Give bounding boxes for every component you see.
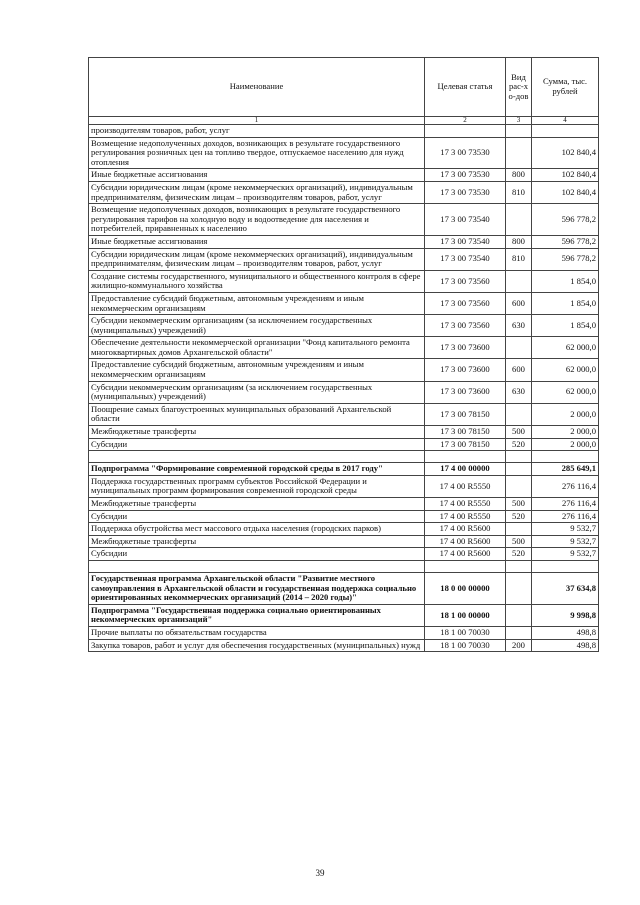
cell-name: Прочие выплаты по обязательствам государства [89, 626, 425, 639]
cell-sum: 1 854,0 [532, 292, 599, 314]
cell-name: Иные бюджетные ассигнования [89, 235, 425, 248]
cell-sum: 62 000,0 [532, 381, 599, 403]
cell-vid [506, 125, 532, 138]
table-row [89, 426, 599, 439]
cell-code: 17 4 00 R5600 [425, 548, 506, 561]
cell-code: 18 1 00 00000 [425, 604, 506, 626]
cell-vid: 500 [506, 498, 532, 511]
cell-name: Государственная программа Архангельской области "Развитие местного самоуправления в Архангельской области и государственная поддержка социально ориентированных некоммерческих организаций (2014 – 2020 годы)" [89, 572, 425, 604]
cell-code: 17 4 00 R5550 [425, 498, 506, 511]
cell-code: 17 4 00 R5600 [425, 535, 506, 548]
table-header-row [89, 58, 599, 117]
cell-code: 17 3 00 73600 [425, 337, 506, 359]
cell-vid: 630 [506, 381, 532, 403]
table-row [89, 498, 599, 511]
cell-code: 17 3 00 73560 [425, 315, 506, 337]
table-row [89, 359, 599, 381]
cell-sum: 102 840,4 [532, 169, 599, 182]
cell-vid: 500 [506, 426, 532, 439]
cell-code: 17 3 00 73530 [425, 181, 506, 203]
header-code: Целевая статья [425, 58, 506, 117]
table-row [89, 292, 599, 314]
table-row [89, 438, 599, 451]
cell-name: Межбюджетные трансферты [89, 498, 425, 511]
table-row [89, 639, 599, 652]
cell-sum: 498,8 [532, 626, 599, 639]
table-row [89, 169, 599, 182]
table-row [89, 560, 599, 572]
cell-code: 17 4 00 R5550 [425, 510, 506, 523]
cell-sum: 37 634,8 [532, 572, 599, 604]
cell-vid [506, 475, 532, 497]
cell-name: Субсидии [89, 548, 425, 561]
cell-sum [532, 125, 599, 138]
table-row [89, 381, 599, 403]
cell-vid [506, 451, 532, 463]
cell-sum: 9 998,8 [532, 604, 599, 626]
table-row [89, 248, 599, 270]
cell-code: 17 3 00 78150 [425, 426, 506, 439]
cell-sum: 2 000,0 [532, 438, 599, 451]
cell-vid [506, 572, 532, 604]
table-row [89, 510, 599, 523]
budget-table [88, 57, 599, 652]
table-body [89, 125, 599, 652]
cell-sum: 62 000,0 [532, 359, 599, 381]
cell-code: 18 1 00 70030 [425, 626, 506, 639]
cell-code: 18 0 00 00000 [425, 572, 506, 604]
cell-name: Субсидии юридическим лицам (кроме некоммерческих организаций), индивидуальным предпринимателям, физическим лицам – производителям товаров, работ, услуг [89, 248, 425, 270]
table-row [89, 235, 599, 248]
column-number: 4 [532, 117, 599, 125]
cell-code: 17 4 00 00000 [425, 463, 506, 476]
cell-vid [506, 523, 532, 536]
cell-sum [532, 451, 599, 463]
cell-sum: 596 778,2 [532, 235, 599, 248]
cell-name: Подпрограмма "Формирование современной городской среды в 2017 году" [89, 463, 425, 476]
cell-name: производителям товаров, работ, услуг [89, 125, 425, 138]
cell-name: Обеспечение деятельности некоммерческой организации "Фонд капитального ремонта многоквартирных домов Архангельской области" [89, 337, 425, 359]
table-row [89, 337, 599, 359]
column-number: 2 [425, 117, 506, 125]
cell-vid: 520 [506, 548, 532, 561]
cell-vid: 600 [506, 292, 532, 314]
cell-code [425, 451, 506, 463]
column-number-row [89, 117, 599, 125]
cell-sum: 9 532,7 [532, 523, 599, 536]
cell-name: Предоставление субсидий бюджетным, автономным учреждениям и иным некоммерческим организациям [89, 359, 425, 381]
header-name: Наименование [89, 58, 425, 117]
cell-vid: 520 [506, 510, 532, 523]
table-row [89, 451, 599, 463]
table-row [89, 604, 599, 626]
cell-vid [506, 403, 532, 425]
cell-code: 17 3 00 73560 [425, 292, 506, 314]
table-row [89, 463, 599, 476]
cell-vid [506, 604, 532, 626]
cell-name: Поддержка обустройства мест массового отдыха населения (городских парков) [89, 523, 425, 536]
cell-sum: 9 532,7 [532, 535, 599, 548]
cell-vid [506, 270, 532, 292]
cell-sum [532, 560, 599, 572]
cell-vid [506, 137, 532, 169]
cell-name: Субсидии [89, 510, 425, 523]
cell-sum: 2 000,0 [532, 426, 599, 439]
cell-vid [506, 560, 532, 572]
table-row [89, 181, 599, 203]
cell-name [89, 560, 425, 572]
cell-name: Субсидии некоммерческим организациям (за исключением государственных (муниципальных) учреждений) [89, 315, 425, 337]
cell-code: 17 4 00 R5600 [425, 523, 506, 536]
cell-vid: 800 [506, 235, 532, 248]
cell-name: Межбюджетные трансферты [89, 535, 425, 548]
cell-code: 17 3 00 73540 [425, 248, 506, 270]
cell-sum: 276 116,4 [532, 475, 599, 497]
header-sum: Сумма, тыс. рублей [532, 58, 599, 117]
cell-sum: 596 778,2 [532, 204, 599, 236]
cell-name: Субсидии [89, 438, 425, 451]
cell-vid: 810 [506, 181, 532, 203]
cell-code: 17 3 00 73600 [425, 381, 506, 403]
cell-name: Возмещение недополученных доходов, возникающих в результате государственного регулирования розничных цен на топливо твердое, отпускаемое населению для нужд отопления [89, 137, 425, 169]
table-row [89, 137, 599, 169]
cell-code [425, 560, 506, 572]
cell-sum: 276 116,4 [532, 498, 599, 511]
cell-code: 17 3 00 73540 [425, 204, 506, 236]
cell-sum: 62 000,0 [532, 337, 599, 359]
cell-name: Возмещение недополученных доходов, возникающих в результате государственного регулирования тарифов на холодную воду и водоотведение для населения и потребителей, приравненных к населению [89, 204, 425, 236]
cell-name: Создание системы государственного, муниципального и общественного контроля в сфере жилищно-коммунального хозяйства [89, 270, 425, 292]
table-row [89, 125, 599, 138]
table-row [89, 548, 599, 561]
cell-sum: 102 840,4 [532, 137, 599, 169]
table-row [89, 204, 599, 236]
cell-sum: 102 840,4 [532, 181, 599, 203]
cell-name: Закупка товаров, работ и услуг для обеспечения государственных (муниципальных) нужд [89, 639, 425, 652]
cell-code: 18 1 00 70030 [425, 639, 506, 652]
cell-code: 17 3 00 73600 [425, 359, 506, 381]
table-row [89, 523, 599, 536]
cell-vid [506, 626, 532, 639]
cell-vid: 520 [506, 438, 532, 451]
column-number: 3 [506, 117, 532, 125]
cell-sum: 596 778,2 [532, 248, 599, 270]
table-row [89, 626, 599, 639]
cell-sum: 2 000,0 [532, 403, 599, 425]
cell-code [425, 125, 506, 138]
table-row [89, 572, 599, 604]
cell-name: Предоставление субсидий бюджетным, автономным учреждениям и иным некоммерческим организациям [89, 292, 425, 314]
cell-name: Субсидии некоммерческим организациям (за исключением государственных (муниципальных) учреждений) [89, 381, 425, 403]
cell-vid: 810 [506, 248, 532, 270]
cell-code: 17 3 00 73540 [425, 235, 506, 248]
cell-vid: 200 [506, 639, 532, 652]
cell-code: 17 3 00 73530 [425, 137, 506, 169]
cell-sum: 285 649,1 [532, 463, 599, 476]
cell-sum: 1 854,0 [532, 270, 599, 292]
cell-code: 17 3 00 78150 [425, 403, 506, 425]
cell-name: Подпрограмма "Государственная поддержка социально ориентированных некоммерческих организаций" [89, 604, 425, 626]
cell-vid [506, 463, 532, 476]
cell-name: Межбюджетные трансферты [89, 426, 425, 439]
cell-code: 17 3 00 78150 [425, 438, 506, 451]
cell-code: 17 4 00 R5550 [425, 475, 506, 497]
cell-vid [506, 337, 532, 359]
cell-code: 17 3 00 73560 [425, 270, 506, 292]
cell-sum: 1 854,0 [532, 315, 599, 337]
table-row [89, 315, 599, 337]
cell-vid: 600 [506, 359, 532, 381]
cell-name: Иные бюджетные ассигнования [89, 169, 425, 182]
table-row [89, 270, 599, 292]
cell-sum: 498,8 [532, 639, 599, 652]
table-row [89, 535, 599, 548]
cell-vid: 630 [506, 315, 532, 337]
cell-code: 17 3 00 73530 [425, 169, 506, 182]
page-number: 39 [315, 868, 325, 878]
cell-name [89, 451, 425, 463]
cell-sum: 276 116,4 [532, 510, 599, 523]
cell-name: Субсидии юридическим лицам (кроме некоммерческих организаций), индивидуальным предпринимателям, физическим лицам – производителям товаров, работ, услуг [89, 181, 425, 203]
cell-sum: 9 532,7 [532, 548, 599, 561]
cell-vid: 500 [506, 535, 532, 548]
budget-table-page [88, 57, 596, 652]
cell-name: Поощрение самых благоустроенных муниципальных образований Архангельской области [89, 403, 425, 425]
table-row [89, 475, 599, 497]
cell-vid [506, 204, 532, 236]
column-number: 1 [89, 117, 425, 125]
cell-vid: 800 [506, 169, 532, 182]
header-vid: Вид рас-хо-дов [506, 58, 532, 117]
cell-name: Поддержка государственных программ субъектов Российской Федерации и муниципальных программ формирования современной городской среды [89, 475, 425, 497]
table-row [89, 403, 599, 425]
